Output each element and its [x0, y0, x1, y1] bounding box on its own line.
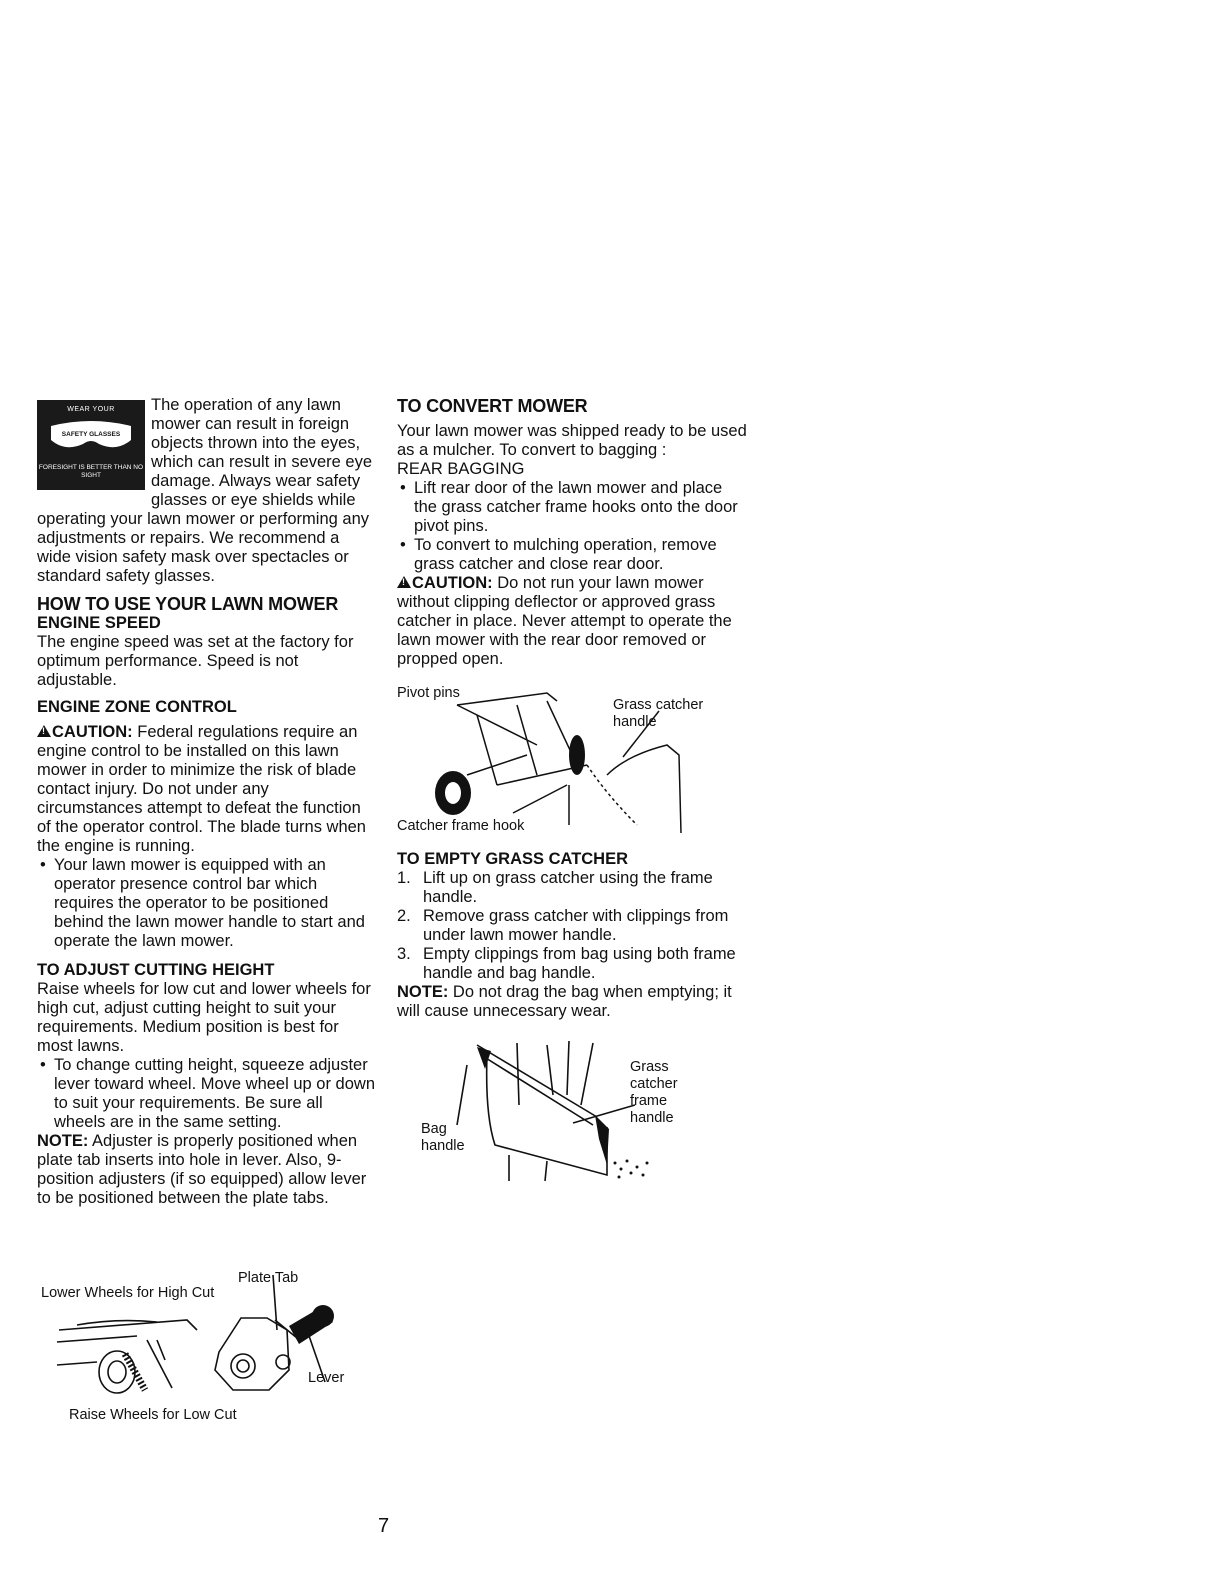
grass-catcher-handle-label: Grass catcher handle — [613, 697, 704, 730]
list-item: • Lift rear door of the lawn mower and place the grass catcher frame hooks onto the door pivot pins. — [397, 479, 747, 536]
engine-zone-title: ENGINE ZONE CONTROL — [37, 698, 237, 716]
engine-speed-text: The engine speed was set at the factory for optimum performance. Speed is not adjustable. — [37, 633, 354, 689]
warning-triangle-icon — [397, 576, 411, 588]
lower-wheels-label: Lower Wheels for High Cut — [41, 1285, 215, 1301]
empty-note: NOTE: Do not drag the bag when emptying; it will cause unnecessary wear. — [397, 983, 732, 1020]
empty-catcher-section — [397, 850, 747, 1021]
empty-bag-illustration — [397, 1035, 747, 1185]
list-item: • Your lawn mower is equipped with an operator presence control bar which requires the operator to be positioned behind the lawn mower handle to start and operate the lawn mower. — [37, 856, 377, 951]
engine-zone-caution: !CAUTION: Federal regulations require an engine control to be installed on this lawn mower in order to minimize the risk of blade contact injury. Do not under any circumstances attempt to defeat the function of the operator control. The blade turns when the engine is running. — [37, 723, 377, 856]
cutting-height-bullets — [37, 1056, 377, 1132]
badge-top-text: WEAR YOUR — [67, 406, 115, 413]
page-number: 7 — [378, 1515, 390, 1537]
cutting-height-text: Raise wheels for low cut and lower wheels for high cut, adjust cutting height to suit your requirements. Medium position is best for most lawns. — [37, 980, 371, 1055]
bag-handle-label: Bag handle — [421, 1121, 465, 1154]
list-item: 1. Lift up on grass catcher using the frame handle. — [397, 869, 713, 906]
list-item: • To convert to mulching operation, remove grass catcher and close rear door. — [397, 536, 747, 574]
badge-mid-text: SAFETY GLASSES — [61, 431, 121, 438]
warning-triangle-icon — [37, 725, 51, 737]
engine-zone-bullets — [37, 856, 377, 951]
frame-handle-label: Grass catcher frame handle — [630, 1059, 678, 1126]
right-column — [397, 396, 747, 669]
safety-glasses-icon — [47, 418, 135, 458]
convert-caution: !CAUTION: Do not run your lawn mower without clipping deflector or approved grass catcher in place. Never attempt to operate the lawn mower with the rear door removed or propped open. — [397, 574, 747, 669]
raise-wheels-label: Raise Wheels for Low Cut — [69, 1407, 237, 1423]
cutting-height-title: TO ADJUST CUTTING HEIGHT — [37, 961, 275, 979]
grass-catcher-illustration — [397, 685, 747, 835]
rear-bagging-subhead: REAR BAGGING — [397, 460, 525, 478]
empty-catcher-title: TO EMPTY GRASS CATCHER — [397, 850, 629, 868]
list-item: • To change cutting height, squeeze adjuster lever toward wheel. Move wheel up or down to suit your requirements. Be sure all wheels are in the same setting. — [37, 1056, 377, 1132]
empty-bag-figure — [397, 1035, 747, 1185]
catcher-frame-hook-label: Catcher frame hook — [397, 818, 525, 834]
convert-text: Your lawn mower was shipped ready to be used as a mulcher. To convert to bagging : — [397, 422, 747, 459]
pivot-pins-label: Pivot pins — [397, 685, 460, 701]
plate-tab-label: Plate Tab — [238, 1270, 299, 1286]
intro-text: The operation of any lawn mower can result in foreign objects thrown into the eyes, which can result in severe eye damage. Always wear safety glasses or eye shields while operating your lawn mower or performing any adjustments or repairs. We recommend a wide vision safety mask over spectacles or standard safety glasses. — [37, 396, 373, 585]
grass-catcher-figure — [397, 685, 747, 835]
safety-glasses-badge — [37, 400, 145, 490]
lever-label: Lever — [308, 1370, 345, 1386]
cutting-height-figure — [37, 1270, 377, 1430]
empty-steps — [397, 869, 747, 983]
engine-speed-title: ENGINE SPEED — [37, 614, 161, 632]
list-item: 2. Remove grass catcher with clippings from under lawn mower handle. — [397, 907, 729, 944]
how-to-title: HOW TO USE YOUR LAWN MOWER — [37, 594, 339, 614]
cutting-height-note: NOTE: Adjuster is properly positioned when plate tab inserts into hole in lever. Also, 9-position adjusters (if so equipped) allow lever to be positioned between the plate tabs. — [37, 1132, 367, 1207]
convert-title: TO CONVERT MOWER — [397, 396, 588, 416]
safety-glasses-section — [37, 396, 377, 586]
badge-bottom-text: FORESIGHT IS BETTER THAN NO SIGHT — [38, 464, 144, 479]
left-column — [37, 396, 377, 1208]
convert-bullets — [397, 479, 747, 574]
list-item: 3. Empty clippings from bag using both frame handle and bag handle. — [397, 945, 736, 982]
wheel-adjuster-illustration — [37, 1270, 377, 1410]
